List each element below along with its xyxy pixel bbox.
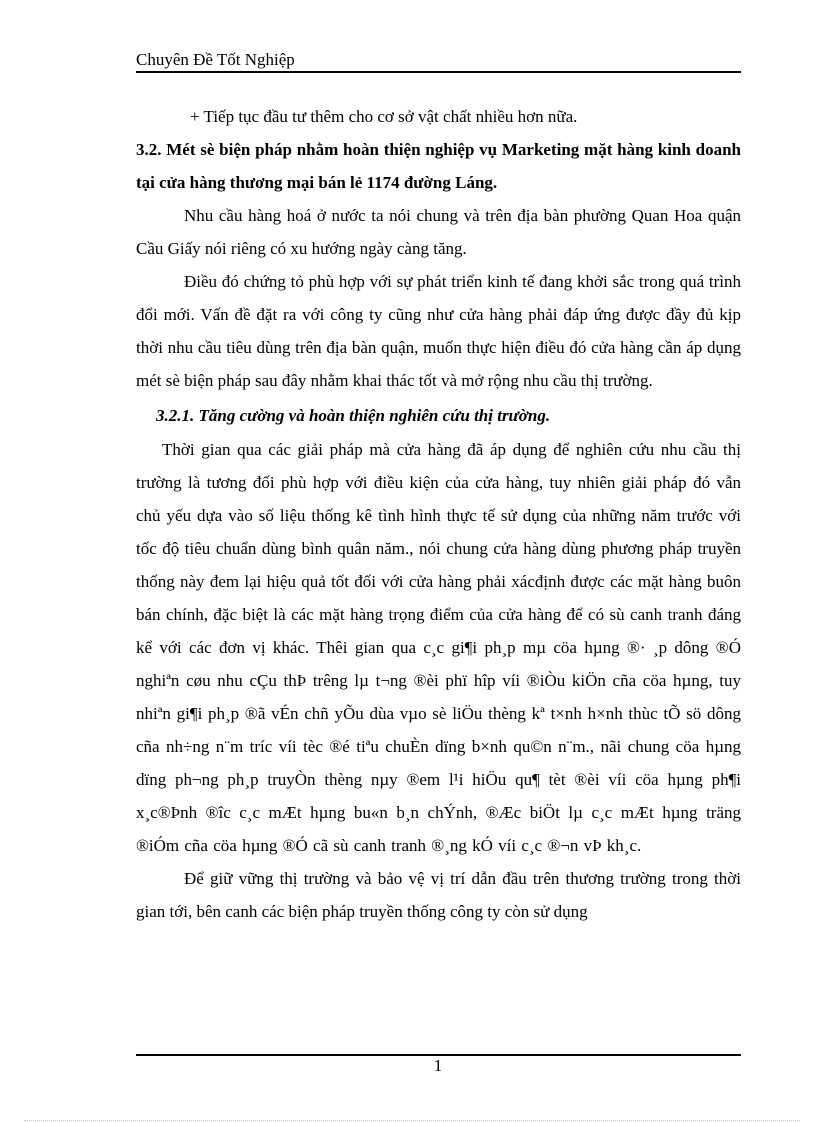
paragraph-main: Thời gian qua các giải pháp mà cửa hàng đã áp dụng để nghiên cứu nhu cầu thị trường là tương đối phù hợp với điều kiện của cửa hàng, tuy nhiên giải pháp đó vẫn chủ yếu dựa vào số liệu thống kê tình hình thực tế sử dụng của những năm trước với tốc độ tiêu chuẩn dùng bình quân năm., nói chung cửa hàng dùng phương pháp truyền thống này đem lại hiệu quả tốt đối với cửa hàng phải xácđịnh được các mặt hàng buôn bán chính, đặc biệt là các mặt hàng trọng điểm của cửa hàng để có sù canh tranh đáng kể với các đơn vị khác. Thêi gian qua c¸c gi¶i ph¸p mµ cöa hµng ®· ¸p dông ®Ó nghiªn cøu nhu cÇu thÞ trêng lµ t¬ng ®èi phï hîp víi ®iÒu kiÖn cña cöa hµng, tuy nhiªn gi¶i ph¸p ®ã vÉn chñ yÕu dùa vµo sè liÖu thèng kª t×nh h×nh thùc tÕ sö dông cña nh÷ng n¨m tríc víi tèc ®é tiªu chuÈn dïng b×nh qu©n n¨m., nãi chung cöa hµng dïng ph¬ng ph¸p truyÒn thèng nµy ®em l¹i hiÖu qu¶ tèt ®èi víi cöa hµng ph¶i x¸c®Þnh ®îc c¸c mÆt hµng bu«n b¸n chÝnh, ®Æc biÖt lµ c¸c mÆt hµng träng ®iÓm cña cöa hµng ®Ó cã sù canh tranh ®¸ng kÓ víi c¸c ®¬n vÞ kh¸c. [136, 440, 741, 855]
paragraph: Nhu cầu hàng hoá ở nước ta nói chung và trên địa bàn phường Quan Hoa quận Cầu Giấy nói riêng có xu hướng ngày càng tăng. [136, 206, 741, 258]
header-rule [136, 71, 741, 73]
bullet-point: + Tiếp tục đầu tư thêm cho cơ sở vật chất nhiều hơn nữa. [190, 107, 578, 126]
section-heading: 3.2. Mét sè biện pháp nhằm hoàn thiện nghiệp vụ Marketing mặt hàng kinh doanh tại cửa hàng thương mại bán lẻ 1174 đường Láng. [136, 140, 741, 192]
paragraph-last: Để giữ vững thị trường và bảo vệ vị trí dẫn đầu trên thương trường trong thời gian tới, bên canh các biện pháp truyền thống công ty còn sử dụng [136, 869, 741, 921]
document-body [136, 100, 741, 928]
subsection-heading: 3.2.1. Tăng cường và hoàn thiện nghiên cứu thị trường. [156, 406, 551, 425]
running-header-title: Chuyên Đề Tốt Nghiệp [136, 50, 295, 69]
page-number: 1 [433, 1056, 443, 1075]
paragraph: Điều đó chứng tỏ phù hợp với sự phát triển kinh tế đang khởi sắc trong quá trình đổi mới. Vấn đề đặt ra với công ty cũng như cửa hàng phải đáp ứng được đầy đủ kịp thời nhu cầu tiêu dùng trên địa bàn quận, muốn thực hiện điều đó cửa hàng cần áp dụng mét sè biện pháp sau đây nhằm khai thác tốt và mở rộng nhu cầu thị trường. [136, 272, 741, 390]
page-edge-divider [24, 1120, 800, 1121]
